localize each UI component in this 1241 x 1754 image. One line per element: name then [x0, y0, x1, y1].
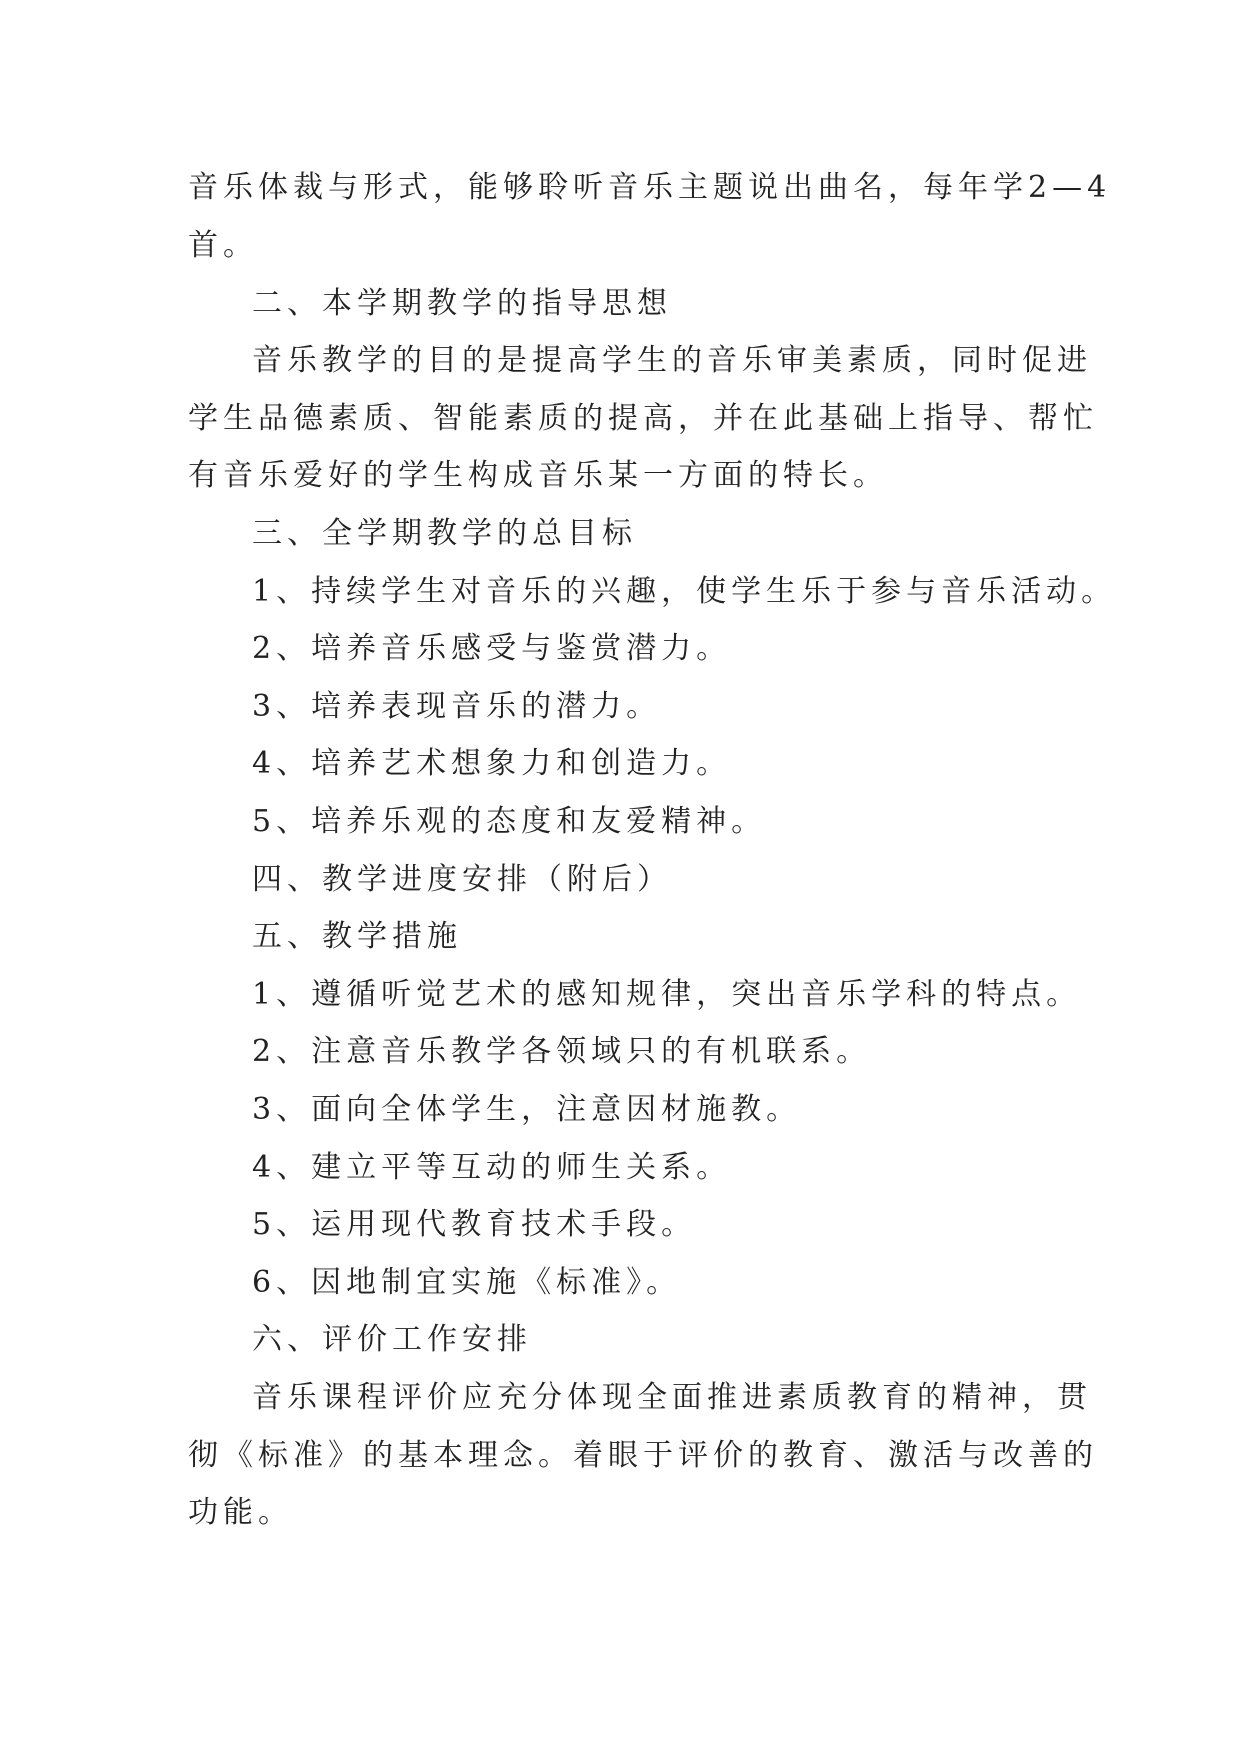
paragraph-line: 音乐教学的目的是提高学生的音乐审美素质，同时促进	[252, 343, 1092, 378]
paragraph-line: 音乐体裁与形式，能够聆听音乐主题说出曲名，每年学2—4	[188, 170, 1112, 205]
paragraph-line: 首。	[188, 228, 258, 263]
section-heading: 三、全学期教学的总目标	[252, 516, 637, 551]
paragraph-line: 学生品德素质、智能素质的提高，并在此基础上指导、帮忙	[188, 401, 1098, 436]
list-item: 3、培养表现音乐的潜力。	[252, 689, 662, 724]
section-heading: 六、评价工作安排	[252, 1322, 532, 1357]
list-item: 2、培养音乐感受与鉴赏潜力。	[252, 631, 732, 666]
paragraph-line: 彻《标准》的基本理念。着眼于评价的教育、激活与改善的	[188, 1438, 1098, 1473]
list-item: 6、因地制宜实施《标准》。	[252, 1265, 682, 1300]
section-heading: 二、本学期教学的指导思想	[252, 286, 672, 321]
paragraph-line: 功能。	[188, 1495, 293, 1530]
list-item: 5、培养乐观的态度和友爱精神。	[252, 804, 767, 839]
list-item: 5、运用现代教育技术手段。	[252, 1207, 697, 1242]
list-item: 1、持续学生对音乐的兴趣，使学生乐于参与音乐活动。	[252, 574, 1117, 609]
list-item: 4、培养艺术想象力和创造力。	[252, 746, 732, 781]
list-item: 3、面向全体学生，注意因材施教。	[252, 1092, 802, 1127]
list-item: 4、建立平等互动的师生关系。	[252, 1150, 732, 1185]
section-heading: 五、教学措施	[252, 919, 462, 954]
paragraph-line: 音乐课程评价应充分体现全面推进素质教育的精神，贯	[252, 1380, 1092, 1415]
paragraph-line: 有音乐爱好的学生构成音乐某一方面的特长。	[188, 458, 888, 493]
list-item: 1、遵循听觉艺术的感知规律，突出音乐学科的特点。	[252, 977, 1082, 1012]
section-heading: 四、教学进度安排（附后）	[252, 862, 672, 897]
list-item: 2、注意音乐教学各领域只的有机联系。	[252, 1034, 872, 1069]
